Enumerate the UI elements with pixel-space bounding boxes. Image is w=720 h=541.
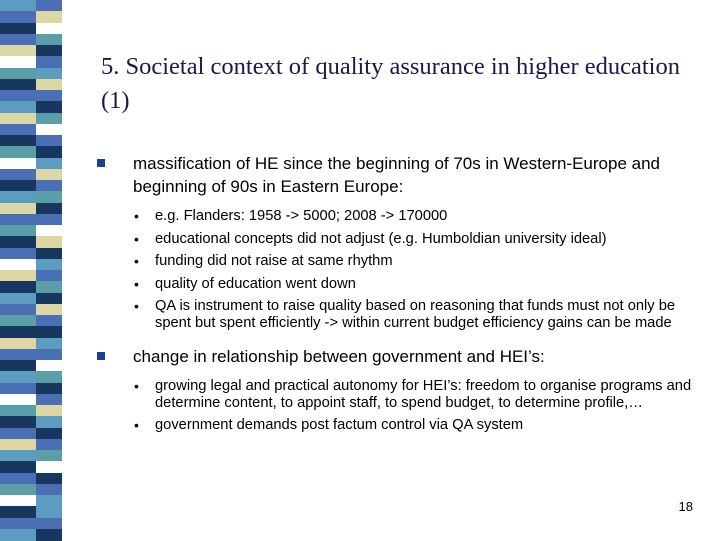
- stripe-block: [36, 473, 62, 485]
- stripe-block: [0, 506, 36, 518]
- stripe-block: [0, 529, 36, 541]
- stripe-block: [0, 34, 36, 46]
- stripe-block: [0, 304, 36, 316]
- square-bullet-icon: [97, 352, 105, 360]
- stripe-block: [36, 124, 62, 136]
- sub-bullet-item: [93, 208, 703, 225]
- stripe-block: [36, 281, 62, 293]
- stripe-block: [36, 518, 62, 530]
- stripe-block: [0, 203, 36, 215]
- stripe-block: [36, 158, 62, 170]
- stripe-block: [36, 405, 62, 417]
- stripe-block: [0, 90, 36, 102]
- sub-bullet-item: [93, 378, 703, 411]
- dot-bullet-icon: •: [134, 417, 139, 433]
- sub-bullet-item: [93, 298, 703, 331]
- stripe-block: [0, 518, 36, 530]
- dot-bullet-icon: •: [134, 298, 139, 314]
- stripe-block: [0, 101, 36, 113]
- decorative-color-stripe: [0, 0, 62, 540]
- stripe-block: [0, 326, 36, 338]
- stripe-block: [0, 214, 36, 226]
- stripe-block: [0, 349, 36, 361]
- stripe-block: [36, 0, 62, 12]
- stripe-block: [36, 180, 62, 192]
- stripe-block: [36, 56, 62, 68]
- square-bullet-icon: [97, 159, 105, 167]
- stripe-block: [0, 45, 36, 57]
- stripe-block: [0, 428, 36, 440]
- stripe-block: [0, 439, 36, 451]
- stripe-block: [36, 326, 62, 338]
- stripe-block: [0, 315, 36, 327]
- stripe-block: [36, 428, 62, 440]
- stripe-block: [0, 270, 36, 282]
- stripe-block: [0, 293, 36, 305]
- stripe-block: [0, 371, 36, 383]
- stripe-block: [36, 248, 62, 260]
- sub-bullet-text: QA is instrument to raise quality based on reasoning that funds must not only be spent but spent efficiently -> within current budget efficiency gains can be made: [155, 298, 676, 331]
- stripe-block: [36, 236, 62, 248]
- stripe-block: [36, 315, 62, 327]
- sub-bullet-text: educational concepts did not adjust (e.g. Humboldian university ideal): [155, 230, 607, 247]
- sub-bullet-item: [93, 276, 703, 293]
- stripe-block: [0, 259, 36, 271]
- stripe-block: [36, 484, 62, 496]
- stripe-block: [0, 281, 36, 293]
- stripe-block: [36, 495, 62, 507]
- stripe-block: [36, 225, 62, 237]
- stripe-block: [0, 56, 36, 68]
- stripe-block: [36, 101, 62, 113]
- stripe-block: [0, 360, 36, 372]
- stripe-block: [36, 169, 62, 181]
- stripe-block: [36, 146, 62, 158]
- stripe-block: [0, 135, 36, 147]
- stripe-block: [0, 79, 36, 91]
- stripe-block: [0, 0, 36, 12]
- sub-bullet-item: [93, 231, 703, 248]
- stripe-block: [0, 146, 36, 158]
- stripe-block: [0, 484, 36, 496]
- stripe-block: [36, 90, 62, 102]
- stripe-block: [0, 394, 36, 406]
- stripe-block: [0, 180, 36, 192]
- stripe-block: [36, 371, 62, 383]
- sub-bullet-item: [93, 253, 703, 270]
- sub-bullet-text: funding did not raise at same rhythm: [155, 253, 393, 269]
- stripe-block: [36, 439, 62, 451]
- stripe-block: [36, 191, 62, 203]
- sub-bullet-list: [93, 378, 703, 434]
- bullet-government-relationship: [93, 345, 703, 368]
- sub-bullet-text: quality of education went down: [155, 275, 356, 292]
- stripe-block: [0, 191, 36, 203]
- dot-bullet-icon: •: [134, 208, 139, 224]
- dot-bullet-icon: •: [134, 275, 139, 292]
- stripe-block: [36, 45, 62, 57]
- sub-bullet-item: [93, 417, 703, 434]
- stripe-block: [36, 68, 62, 80]
- dot-bullet-icon: •: [134, 230, 139, 247]
- stripe-block: [0, 405, 36, 417]
- stripe-block: [36, 529, 62, 541]
- stripe-block: [36, 259, 62, 271]
- stripe-block: [36, 506, 62, 518]
- stripe-block: [0, 416, 36, 428]
- bullet-text: change in relationship between government and HEI’s:: [133, 347, 545, 366]
- stripe-block: [36, 450, 62, 462]
- stripe-block: [0, 158, 36, 170]
- bullet-massification: [93, 152, 703, 198]
- sub-bullet-list: [93, 208, 703, 331]
- stripe-block: [36, 461, 62, 473]
- slide-title: 5. Societal context of quality assurance in higher education (1): [101, 53, 680, 114]
- stripe-block: [36, 293, 62, 305]
- stripe-block: [36, 203, 62, 215]
- stripe-block: [36, 416, 62, 428]
- stripe-block: [36, 79, 62, 91]
- stripe-block: [0, 113, 36, 125]
- stripe-block: [0, 461, 36, 473]
- stripe-block: [0, 11, 36, 23]
- stripe-block: [36, 135, 62, 147]
- stripe-block: [0, 495, 36, 507]
- stripe-block: [0, 169, 36, 181]
- stripe-block: [0, 450, 36, 462]
- stripe-block: [0, 225, 36, 237]
- slide-content: [93, 152, 703, 448]
- stripe-block: [0, 338, 36, 350]
- dot-bullet-icon: •: [134, 378, 139, 394]
- stripe-block: [0, 248, 36, 260]
- stripe-block: [36, 304, 62, 316]
- stripe-block: [36, 34, 62, 46]
- sub-bullet-text: e.g. Flanders: 1958 -> 5000; 2008 -> 170000: [155, 208, 448, 224]
- stripe-block: [36, 214, 62, 226]
- stripe-block: [0, 68, 36, 80]
- stripe-block: [36, 338, 62, 350]
- stripe-block: [0, 383, 36, 395]
- stripe-block: [36, 360, 62, 372]
- stripe-block: [36, 383, 62, 395]
- stripe-block: [36, 394, 62, 406]
- stripe-block: [0, 473, 36, 485]
- stripe-block: [36, 270, 62, 282]
- stripe-block: [0, 236, 36, 248]
- stripe-block: [36, 11, 62, 23]
- sub-bullet-text: growing legal and practical autonomy for HEI’s: freedom to organise programs and determine content, to appoint staff, to spend budget, to determine profile,…: [155, 378, 692, 411]
- stripe-block: [36, 349, 62, 361]
- dot-bullet-icon: •: [134, 253, 139, 269]
- page-number: 18: [678, 499, 693, 514]
- stripe-block: [36, 113, 62, 125]
- bullet-text: massification of HE since the beginning of 70s in Western-Europe and beginning of 90s in Eastern Europe:: [133, 154, 660, 196]
- stripe-block: [0, 124, 36, 136]
- stripe-block: [0, 23, 36, 35]
- sub-bullet-text: government demands post factum control via QA system: [155, 417, 524, 433]
- stripe-block: [36, 23, 62, 35]
